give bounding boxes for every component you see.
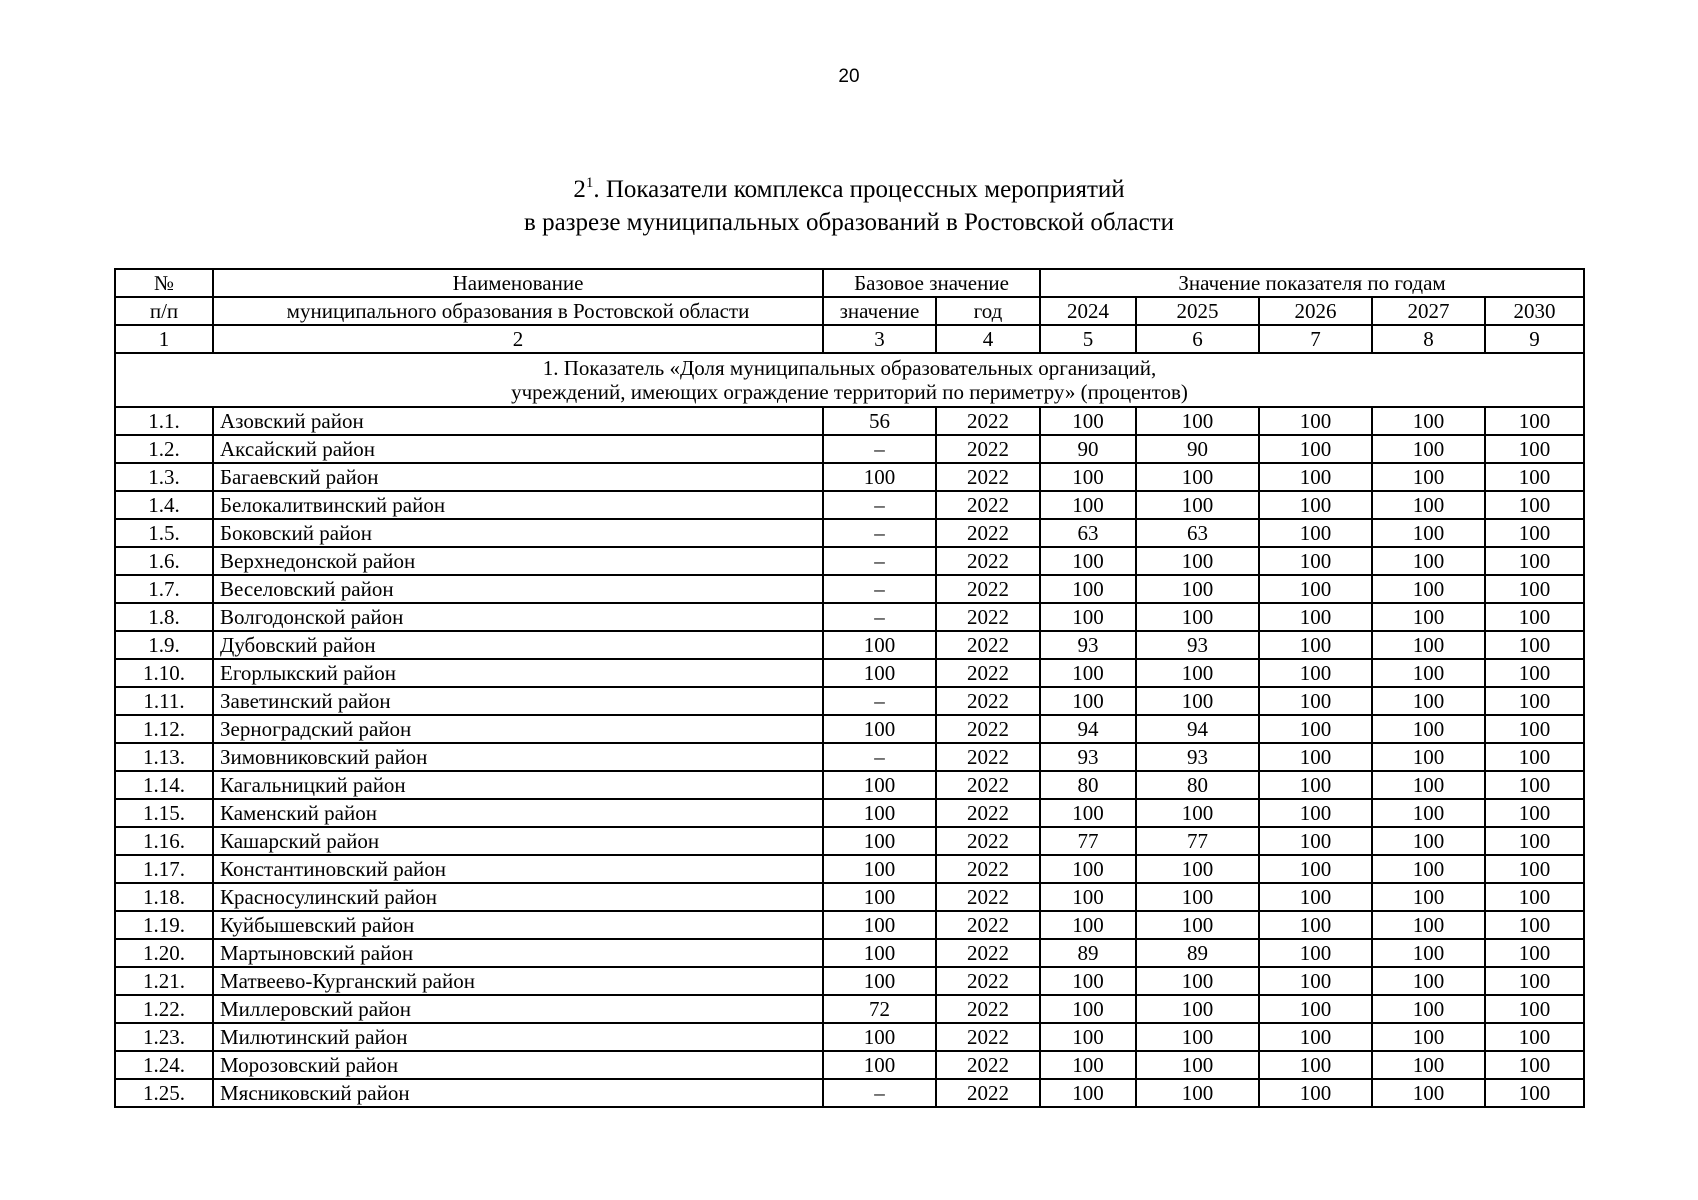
base-year-cell: 2022 (936, 631, 1040, 659)
base-year-cell: 2022 (936, 603, 1040, 631)
base-year-cell: 2022 (936, 883, 1040, 911)
value-2026-cell: 100 (1259, 491, 1372, 519)
row-number-cell: 1.16. (115, 827, 213, 855)
value-2024-cell: 89 (1040, 939, 1136, 967)
column-number: 1 (115, 325, 213, 353)
row-number-cell: 1.12. (115, 715, 213, 743)
base-value-cell: 100 (823, 1051, 936, 1079)
municipality-name-cell: Куйбышевский район (213, 911, 823, 939)
row-number-cell: 1.7. (115, 575, 213, 603)
value-2025-cell: 100 (1136, 659, 1259, 687)
value-2026-cell: 100 (1259, 855, 1372, 883)
value-2026-cell: 100 (1259, 687, 1372, 715)
row-number-cell: 1.4. (115, 491, 213, 519)
section-heading-line-2: учреждений, имеющих ограждение территорий по периметру» (процентов) (511, 380, 1188, 404)
value-2027-cell: 100 (1372, 435, 1485, 463)
value-2025-cell: 80 (1136, 771, 1259, 799)
value-2026-cell: 100 (1259, 659, 1372, 687)
value-2030-cell: 100 (1485, 883, 1584, 911)
base-value-cell: – (823, 435, 936, 463)
table-row (115, 491, 1584, 519)
title-line-1-text: . Показатели комплекса процессных мероприятий (593, 176, 1125, 203)
header-year-2025: 2025 (1136, 297, 1259, 325)
value-2027-cell: 100 (1372, 659, 1485, 687)
table-row (115, 407, 1584, 435)
base-value-cell: – (823, 1079, 936, 1107)
value-2025-cell: 100 (1136, 463, 1259, 491)
value-2026-cell: 100 (1259, 827, 1372, 855)
value-2027-cell: 100 (1372, 883, 1485, 911)
value-2027-cell: 100 (1372, 743, 1485, 771)
value-2026-cell: 100 (1259, 547, 1372, 575)
row-number-cell: 1.11. (115, 687, 213, 715)
table-row (115, 519, 1584, 547)
value-2030-cell: 100 (1485, 827, 1584, 855)
row-number-cell: 1.18. (115, 883, 213, 911)
column-number: 5 (1040, 325, 1136, 353)
value-2027-cell: 100 (1372, 715, 1485, 743)
table-row (115, 1051, 1584, 1079)
value-2030-cell: 100 (1485, 519, 1584, 547)
value-2027-cell: 100 (1372, 519, 1485, 547)
value-2026-cell: 100 (1259, 911, 1372, 939)
table-row (115, 967, 1584, 995)
value-2025-cell: 100 (1136, 911, 1259, 939)
header-base-year: год (936, 297, 1040, 325)
value-2030-cell: 100 (1485, 855, 1584, 883)
value-2025-cell: 100 (1136, 995, 1259, 1023)
municipality-name-cell: Каменский район (213, 799, 823, 827)
value-2026-cell: 100 (1259, 939, 1372, 967)
column-number: 3 (823, 325, 936, 353)
table-row (115, 575, 1584, 603)
base-year-cell: 2022 (936, 911, 1040, 939)
value-2025-cell: 100 (1136, 883, 1259, 911)
base-year-cell: 2022 (936, 715, 1040, 743)
table-row (115, 743, 1584, 771)
value-2030-cell: 100 (1485, 435, 1584, 463)
row-number-cell: 1.9. (115, 631, 213, 659)
municipality-name-cell: Дубовский район (213, 631, 823, 659)
base-value-cell: 100 (823, 463, 936, 491)
municipality-name-cell: Красносулинский район (213, 883, 823, 911)
table-row (115, 687, 1584, 715)
section-row (115, 353, 1584, 407)
value-2024-cell: 100 (1040, 1051, 1136, 1079)
value-2024-cell: 100 (1040, 575, 1136, 603)
value-2024-cell: 100 (1040, 911, 1136, 939)
value-2025-cell: 100 (1136, 967, 1259, 995)
header-row-2 (115, 297, 1584, 325)
header-year-2027: 2027 (1372, 297, 1485, 325)
value-2026-cell: 100 (1259, 883, 1372, 911)
header-name-line2: муниципального образования в Ростовской области (213, 297, 823, 325)
section-heading (115, 353, 1584, 407)
value-2025-cell: 90 (1136, 435, 1259, 463)
value-2024-cell: 63 (1040, 519, 1136, 547)
table-row (115, 883, 1584, 911)
value-2026-cell: 100 (1259, 463, 1372, 491)
table-row (115, 463, 1584, 491)
value-2030-cell: 100 (1485, 771, 1584, 799)
table-row (115, 939, 1584, 967)
municipality-name-cell: Матвеево-Курганский район (213, 967, 823, 995)
column-number: 2 (213, 325, 823, 353)
column-numbers-row (115, 325, 1584, 353)
municipality-name-cell: Волгодонской район (213, 603, 823, 631)
table-row (115, 1023, 1584, 1051)
row-number-cell: 1.2. (115, 435, 213, 463)
base-value-cell: 100 (823, 771, 936, 799)
value-2024-cell: 100 (1040, 995, 1136, 1023)
municipality-name-cell: Багаевский район (213, 463, 823, 491)
value-2027-cell: 100 (1372, 1051, 1485, 1079)
value-2030-cell: 100 (1485, 939, 1584, 967)
base-year-cell: 2022 (936, 1051, 1040, 1079)
section-heading-line-1: 1. Показатель «Доля муниципальных образовательных организаций, (542, 356, 1157, 380)
row-number-cell: 1.6. (115, 547, 213, 575)
base-value-cell: 100 (823, 827, 936, 855)
column-number: 8 (1372, 325, 1485, 353)
municipality-name-cell: Заветинский район (213, 687, 823, 715)
value-2025-cell: 77 (1136, 827, 1259, 855)
value-2027-cell: 100 (1372, 995, 1485, 1023)
value-2024-cell: 100 (1040, 491, 1136, 519)
row-number-cell: 1.14. (115, 771, 213, 799)
value-2030-cell: 100 (1485, 967, 1584, 995)
column-number: 6 (1136, 325, 1259, 353)
value-2025-cell: 100 (1136, 799, 1259, 827)
value-2027-cell: 100 (1372, 575, 1485, 603)
base-year-cell: 2022 (936, 799, 1040, 827)
table-row (115, 715, 1584, 743)
base-value-cell: 56 (823, 407, 936, 435)
value-2024-cell: 100 (1040, 659, 1136, 687)
value-2025-cell: 93 (1136, 743, 1259, 771)
base-year-cell: 2022 (936, 519, 1040, 547)
value-2024-cell: 100 (1040, 855, 1136, 883)
base-value-cell: 100 (823, 1023, 936, 1051)
value-2025-cell: 89 (1136, 939, 1259, 967)
table-row (115, 771, 1584, 799)
row-number-cell: 1.25. (115, 1079, 213, 1107)
value-2027-cell: 100 (1372, 491, 1485, 519)
municipality-name-cell: Мартыновский район (213, 939, 823, 967)
value-2024-cell: 100 (1040, 1023, 1136, 1051)
value-2026-cell: 100 (1259, 1079, 1372, 1107)
header-base-value: значение (823, 297, 936, 325)
value-2024-cell: 100 (1040, 463, 1136, 491)
value-2025-cell: 100 (1136, 1079, 1259, 1107)
value-2026-cell: 100 (1259, 435, 1372, 463)
base-value-cell: 100 (823, 715, 936, 743)
table-row (115, 603, 1584, 631)
value-2030-cell: 100 (1485, 911, 1584, 939)
value-2030-cell: 100 (1485, 715, 1584, 743)
title-superscript: 1 (585, 175, 594, 191)
value-2025-cell: 100 (1136, 687, 1259, 715)
header-years-group: Значение показателя по годам (1040, 269, 1584, 297)
value-2024-cell: 94 (1040, 715, 1136, 743)
value-2024-cell: 100 (1040, 799, 1136, 827)
table-row (115, 911, 1584, 939)
header-row-1 (115, 269, 1584, 297)
base-year-cell: 2022 (936, 1079, 1040, 1107)
table-row (115, 435, 1584, 463)
value-2030-cell: 100 (1485, 547, 1584, 575)
value-2026-cell: 100 (1259, 799, 1372, 827)
municipality-name-cell: Боковский район (213, 519, 823, 547)
value-2025-cell: 100 (1136, 407, 1259, 435)
row-number-cell: 1.21. (115, 967, 213, 995)
value-2030-cell: 100 (1485, 575, 1584, 603)
municipality-name-cell: Аксайский район (213, 435, 823, 463)
base-value-cell: – (823, 575, 936, 603)
value-2030-cell: 100 (1485, 687, 1584, 715)
base-year-cell: 2022 (936, 407, 1040, 435)
base-year-cell: 2022 (936, 463, 1040, 491)
row-number-cell: 1.1. (115, 407, 213, 435)
header-year-2030: 2030 (1485, 297, 1584, 325)
row-number-cell: 1.13. (115, 743, 213, 771)
row-number-cell: 1.5. (115, 519, 213, 547)
municipality-name-cell: Кагальницкий район (213, 771, 823, 799)
value-2030-cell: 100 (1485, 743, 1584, 771)
base-year-cell: 2022 (936, 743, 1040, 771)
municipality-name-cell: Белокалитвинский район (213, 491, 823, 519)
municipality-name-cell: Милютинский район (213, 1023, 823, 1051)
value-2030-cell: 100 (1485, 407, 1584, 435)
column-number: 4 (936, 325, 1040, 353)
value-2025-cell: 100 (1136, 575, 1259, 603)
value-2027-cell: 100 (1372, 631, 1485, 659)
base-year-cell: 2022 (936, 659, 1040, 687)
value-2025-cell: 63 (1136, 519, 1259, 547)
base-year-cell: 2022 (936, 687, 1040, 715)
value-2027-cell: 100 (1372, 771, 1485, 799)
base-value-cell: 100 (823, 967, 936, 995)
value-2024-cell: 93 (1040, 631, 1136, 659)
page-number: 20 (838, 66, 860, 87)
base-value-cell: – (823, 743, 936, 771)
row-number-cell: 1.10. (115, 659, 213, 687)
municipality-name-cell: Азовский район (213, 407, 823, 435)
row-number-cell: 1.3. (115, 463, 213, 491)
municipality-name-cell: Зерноградский район (213, 715, 823, 743)
base-year-cell: 2022 (936, 771, 1040, 799)
value-2027-cell: 100 (1372, 799, 1485, 827)
value-2026-cell: 100 (1259, 519, 1372, 547)
value-2030-cell: 100 (1485, 659, 1584, 687)
base-value-cell: 72 (823, 995, 936, 1023)
value-2024-cell: 90 (1040, 435, 1136, 463)
value-2027-cell: 100 (1372, 463, 1485, 491)
value-2026-cell: 100 (1259, 407, 1372, 435)
base-year-cell: 2022 (936, 547, 1040, 575)
value-2025-cell: 100 (1136, 855, 1259, 883)
base-value-cell: 100 (823, 855, 936, 883)
base-year-cell: 2022 (936, 827, 1040, 855)
row-number-cell: 1.24. (115, 1051, 213, 1079)
base-value-cell: 100 (823, 631, 936, 659)
table-row (115, 995, 1584, 1023)
value-2027-cell: 100 (1372, 939, 1485, 967)
indicators-table (114, 268, 1585, 1108)
value-2024-cell: 100 (1040, 687, 1136, 715)
base-value-cell: 100 (823, 659, 936, 687)
value-2026-cell: 100 (1259, 967, 1372, 995)
municipality-name-cell: Зимовниковский район (213, 743, 823, 771)
value-2024-cell: 77 (1040, 827, 1136, 855)
value-2027-cell: 100 (1372, 603, 1485, 631)
value-2027-cell: 100 (1372, 855, 1485, 883)
value-2030-cell: 100 (1485, 491, 1584, 519)
table-row (115, 631, 1584, 659)
value-2027-cell: 100 (1372, 687, 1485, 715)
value-2024-cell: 100 (1040, 883, 1136, 911)
header-num-line2: п/п (115, 297, 213, 325)
base-value-cell: 100 (823, 799, 936, 827)
value-2030-cell: 100 (1485, 603, 1584, 631)
municipality-name-cell: Веселовский район (213, 575, 823, 603)
base-value-cell: – (823, 687, 936, 715)
value-2027-cell: 100 (1372, 967, 1485, 995)
value-2027-cell: 100 (1372, 1079, 1485, 1107)
value-2026-cell: 100 (1259, 631, 1372, 659)
value-2026-cell: 100 (1259, 575, 1372, 603)
municipality-name-cell: Константиновский район (213, 855, 823, 883)
base-value-cell: 100 (823, 883, 936, 911)
table-row (115, 855, 1584, 883)
value-2024-cell: 100 (1040, 1079, 1136, 1107)
municipality-name-cell: Мясниковский район (213, 1079, 823, 1107)
value-2030-cell: 100 (1485, 631, 1584, 659)
base-year-cell: 2022 (936, 967, 1040, 995)
value-2030-cell: 100 (1485, 1051, 1584, 1079)
value-2025-cell: 100 (1136, 603, 1259, 631)
municipality-name-cell: Морозовский район (213, 1051, 823, 1079)
value-2026-cell: 100 (1259, 603, 1372, 631)
base-year-cell: 2022 (936, 995, 1040, 1023)
value-2030-cell: 100 (1485, 1079, 1584, 1107)
header-year-2024: 2024 (1040, 297, 1136, 325)
value-2024-cell: 100 (1040, 547, 1136, 575)
base-year-cell: 2022 (936, 435, 1040, 463)
base-year-cell: 2022 (936, 939, 1040, 967)
municipality-name-cell: Егорлыкский район (213, 659, 823, 687)
table-row (115, 827, 1584, 855)
value-2026-cell: 100 (1259, 1023, 1372, 1051)
title-number: 2 (573, 176, 586, 203)
document-title (0, 173, 1698, 239)
title-line-2: в разрезе муниципальных образований в Ростовской области (524, 209, 1174, 236)
value-2025-cell: 100 (1136, 1051, 1259, 1079)
row-number-cell: 1.22. (115, 995, 213, 1023)
municipality-name-cell: Миллеровский район (213, 995, 823, 1023)
value-2025-cell: 100 (1136, 491, 1259, 519)
value-2026-cell: 100 (1259, 995, 1372, 1023)
value-2026-cell: 100 (1259, 743, 1372, 771)
municipality-name-cell: Кашарский район (213, 827, 823, 855)
value-2030-cell: 100 (1485, 1023, 1584, 1051)
base-value-cell: – (823, 519, 936, 547)
base-value-cell: 100 (823, 911, 936, 939)
base-year-cell: 2022 (936, 491, 1040, 519)
value-2024-cell: 100 (1040, 407, 1136, 435)
base-year-cell: 2022 (936, 575, 1040, 603)
value-2030-cell: 100 (1485, 463, 1584, 491)
base-year-cell: 2022 (936, 855, 1040, 883)
table-row (115, 659, 1584, 687)
value-2026-cell: 100 (1259, 715, 1372, 743)
table-row (115, 547, 1584, 575)
value-2024-cell: 100 (1040, 967, 1136, 995)
base-year-cell: 2022 (936, 1023, 1040, 1051)
value-2024-cell: 80 (1040, 771, 1136, 799)
value-2025-cell: 100 (1136, 1023, 1259, 1051)
value-2030-cell: 100 (1485, 799, 1584, 827)
base-value-cell: – (823, 547, 936, 575)
row-number-cell: 1.17. (115, 855, 213, 883)
municipality-name-cell: Верхнедонской район (213, 547, 823, 575)
value-2026-cell: 100 (1259, 1051, 1372, 1079)
header-name-line1: Наименование (213, 269, 823, 297)
table-row (115, 799, 1584, 827)
value-2030-cell: 100 (1485, 995, 1584, 1023)
value-2027-cell: 100 (1372, 911, 1485, 939)
base-value-cell: 100 (823, 939, 936, 967)
value-2024-cell: 93 (1040, 743, 1136, 771)
column-number: 7 (1259, 325, 1372, 353)
base-value-cell: – (823, 603, 936, 631)
value-2025-cell: 94 (1136, 715, 1259, 743)
table-row (115, 1079, 1584, 1107)
value-2027-cell: 100 (1372, 827, 1485, 855)
row-number-cell: 1.20. (115, 939, 213, 967)
row-number-cell: 1.15. (115, 799, 213, 827)
header-num-line1: № (115, 269, 213, 297)
row-number-cell: 1.19. (115, 911, 213, 939)
value-2025-cell: 100 (1136, 547, 1259, 575)
value-2026-cell: 100 (1259, 771, 1372, 799)
value-2025-cell: 93 (1136, 631, 1259, 659)
header-base: Базовое значение (823, 269, 1040, 297)
base-value-cell: – (823, 491, 936, 519)
value-2024-cell: 100 (1040, 603, 1136, 631)
value-2027-cell: 100 (1372, 547, 1485, 575)
title-line-1 (0, 173, 1698, 206)
value-2027-cell: 100 (1372, 407, 1485, 435)
header-year-2026: 2026 (1259, 297, 1372, 325)
value-2027-cell: 100 (1372, 1023, 1485, 1051)
row-number-cell: 1.23. (115, 1023, 213, 1051)
row-number-cell: 1.8. (115, 603, 213, 631)
column-number: 9 (1485, 325, 1584, 353)
